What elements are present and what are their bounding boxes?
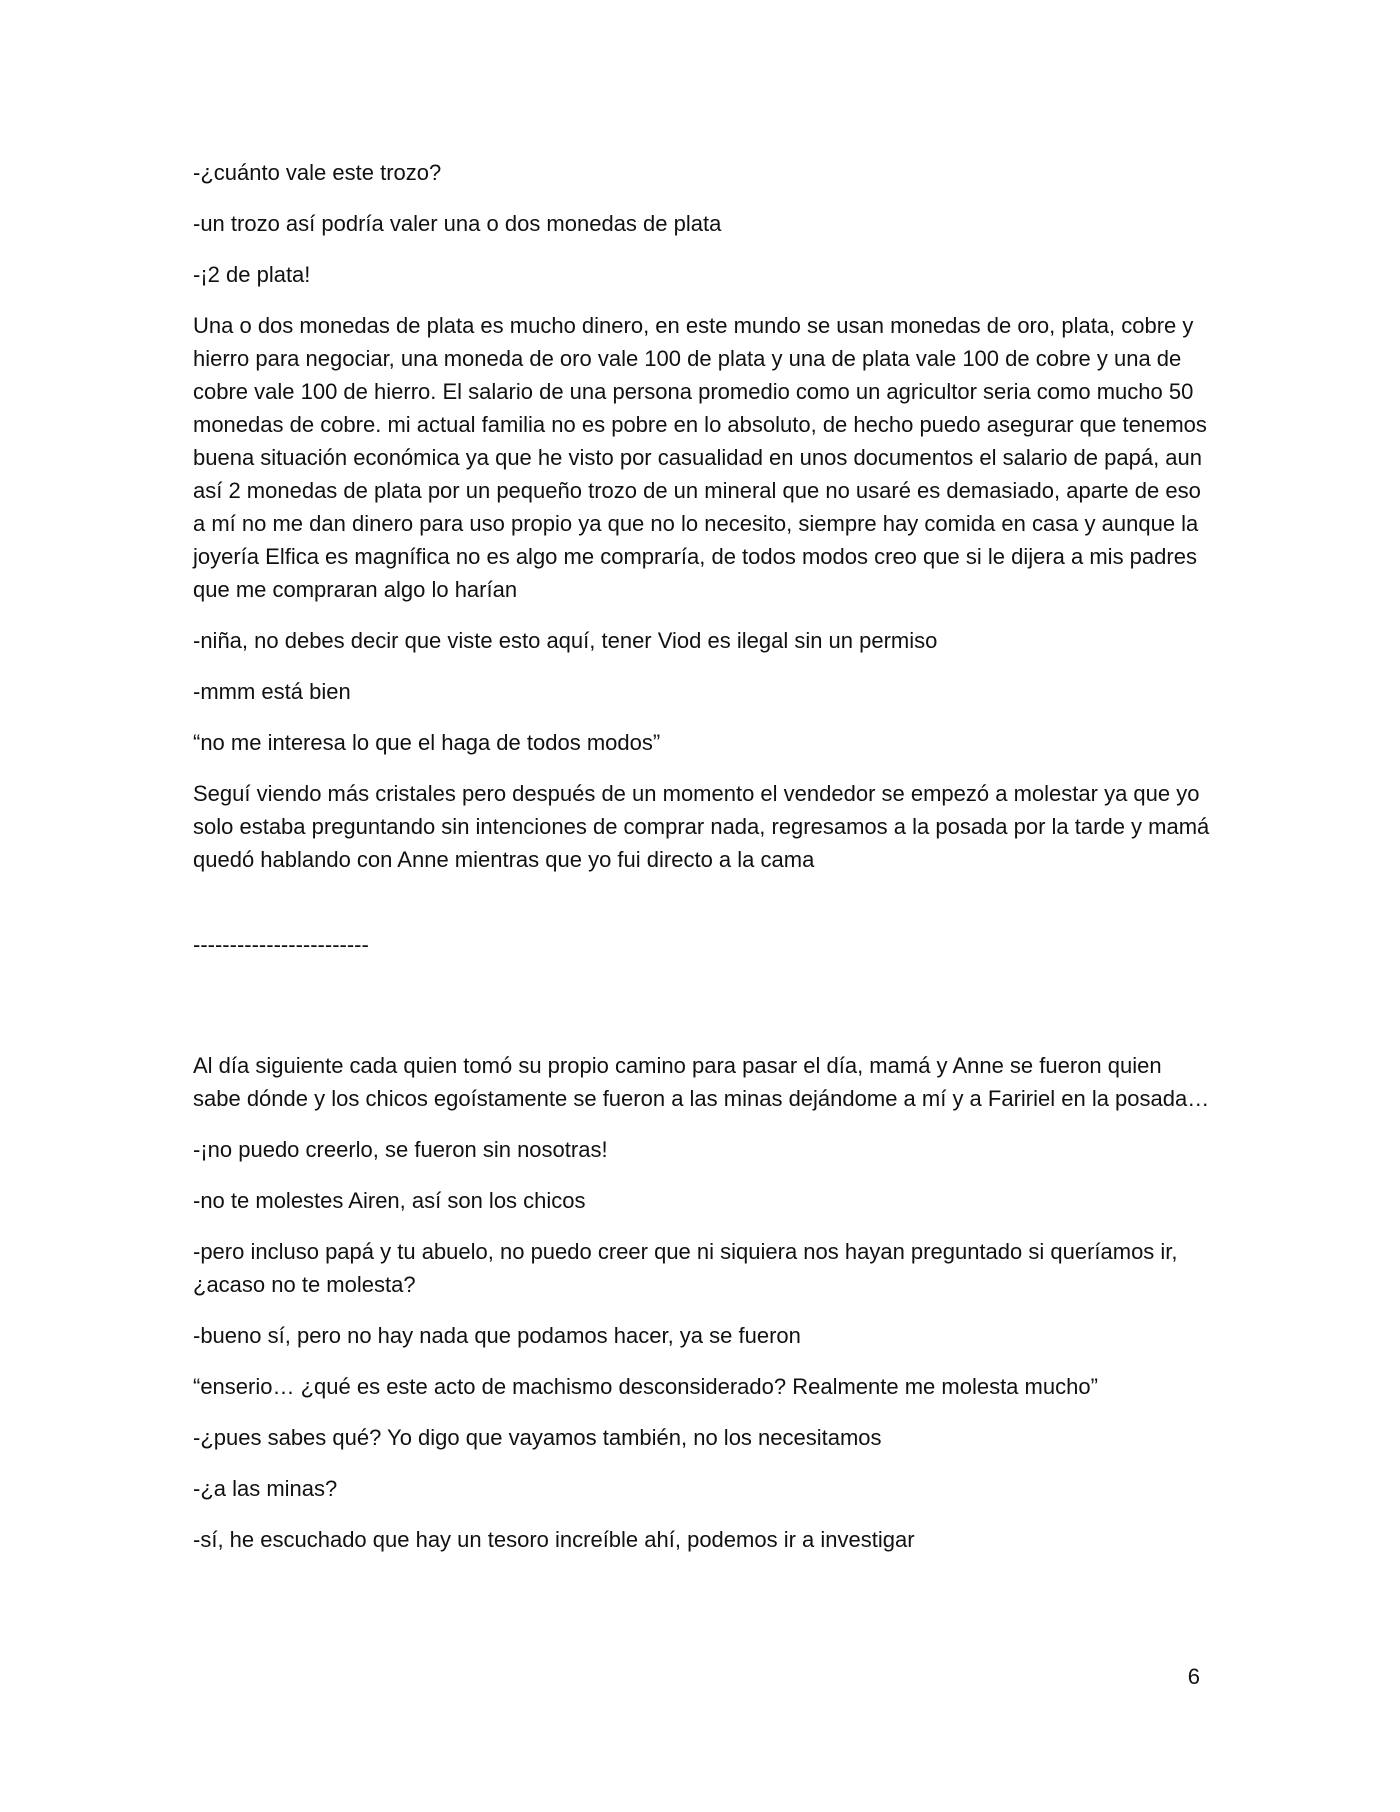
paragraph: Una o dos monedas de plata es mucho dinero, en este mundo se usan monedas de oro, plata, cobre y hierro para negociar, una moneda de oro vale 100 de plata y una de plata vale 100 de cobre y una de cobre vale 100 de hierro. El salario de una persona promedio como un agricultor seria como mucho 50 monedas de cobre. mi actual familia no es pobre en lo absoluto, de hecho puedo asegurar que tenemos buena situación económica ya que he visto por casualidad en unos documentos el salario de papá, aun así 2 monedas de plata por un pequeño trozo de un mineral que no usaré es demasiado, aparte de eso a mí no me dan dinero para uso propio ya que no lo necesito, siempre hay comida en casa y aunque la joyería Elfica es magnífica no es algo me compraría, de todos modos creo que si le dijera a mis padres que me compraran algo lo harían — [193, 313, 1207, 602]
paragraph: “enserio… ¿qué es este acto de machismo desconsiderado? Realmente me molesta mucho” — [193, 1374, 1098, 1399]
paragraph: “no me interesa lo que el haga de todos modos” — [193, 730, 661, 755]
paragraph: Seguí viendo más cristales pero después de un momento el vendedor se empezó a molestar ya que yo solo estaba preguntando sin intenciones de comprar nada, regresamos a la posada por la tarde y mamá quedó hablando con Anne mientras que yo fui directo a la cama — [193, 781, 1210, 872]
paragraph: -sí, he escuchado que hay un tesoro increíble ahí, podemos ir a investigar — [193, 1527, 915, 1552]
paragraph: -¿cuánto vale este trozo? — [193, 160, 442, 185]
paragraph: -¡2 de plata! — [193, 262, 311, 287]
paragraph: -pero incluso papá y tu abuelo, no puedo creer que ni siquiera nos hayan preguntado si queríamos ir, ¿acaso no te molesta? — [193, 1239, 1178, 1297]
paragraph: -no te molestes Airen, así son los chicos — [193, 1188, 586, 1213]
paragraph: -bueno sí, pero no hay nada que podamos hacer, ya se fueron — [193, 1323, 801, 1348]
paragraph: -¡no puedo creerlo, se fueron sin nosotras! — [193, 1137, 608, 1162]
paragraph: -niña, no debes decir que viste esto aquí, tener Viod es ilegal sin un permiso — [193, 628, 938, 653]
paragraph: Al día siguiente cada quien tomó su propio camino para pasar el día, mamá y Anne se fueron quien sabe dónde y los chicos egoístamente se fueron a las minas dejándome a mí y a Faririel en la posada… — [193, 1053, 1210, 1111]
paragraph: -un trozo así podría valer una o dos monedas de plata — [193, 211, 722, 236]
paragraph: -mmm está bien — [193, 679, 351, 704]
page-body — [193, 156, 1213, 1574]
paragraph: -¿pues sabes qué? Yo digo que vayamos también, no los necesitamos — [193, 1425, 882, 1450]
page-number: 6 — [1187, 1664, 1200, 1689]
paragraph: -¿a las minas? — [193, 1476, 338, 1501]
section-separator: ------------------------ — [193, 932, 369, 957]
